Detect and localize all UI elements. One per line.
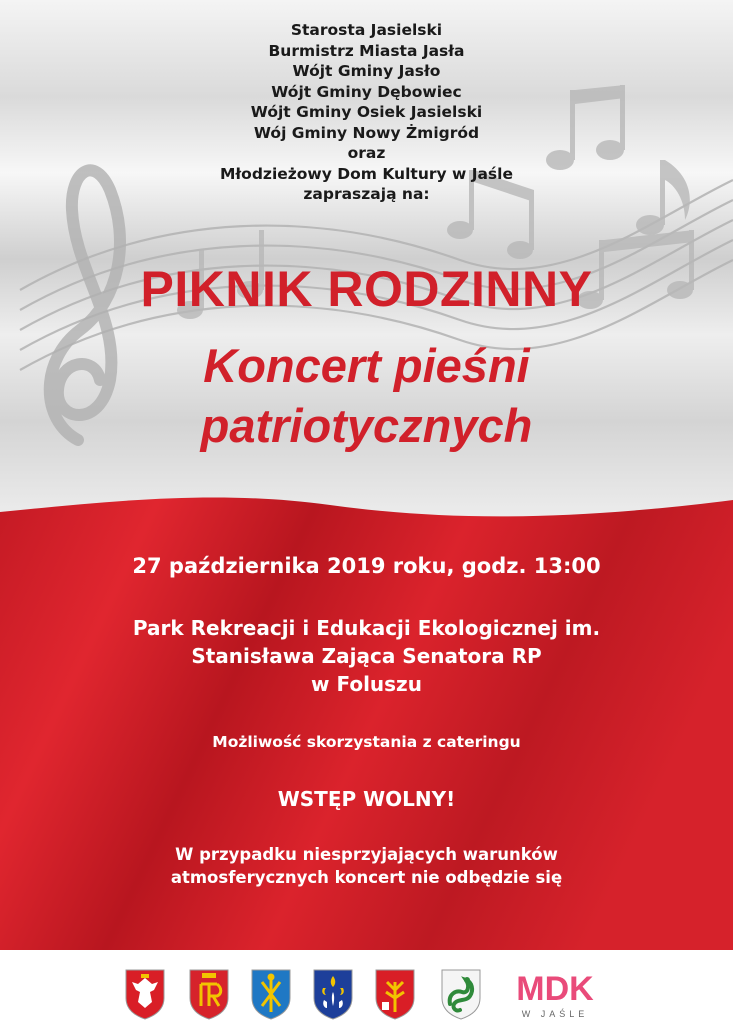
entry-block: [0, 786, 733, 812]
organizer-line: Wójt Gminy Dębowiec: [271, 82, 462, 101]
organizer-line: Starosta Jasielski: [290, 21, 443, 39]
weather-block: [0, 843, 733, 889]
weather-note-line1: W przypadku niesprzyjających warunków: [175, 845, 558, 864]
organizer-line: Burmistrz Miasta Jasła: [268, 41, 465, 60]
organizers-list: [0, 20, 733, 205]
event-title: PIKNIK RODZINNY: [140, 261, 593, 317]
venue-line1: Park Rekreacji i Edukacji Ekologicznej im.: [132, 616, 601, 640]
catering-block: [0, 731, 733, 753]
organizer-line: Wój Gminy Nowy Żmigród: [253, 123, 480, 142]
sponsor-logo-strip: [0, 950, 733, 1036]
catering-note: Możliwość skorzystania z cateringu: [212, 733, 521, 751]
osiek-crest-icon: [374, 968, 416, 1020]
organizer-line: zapraszają na:: [303, 185, 430, 203]
event-subtitle-line2: patriotycznych: [200, 399, 533, 452]
organizer-line: oraz: [347, 144, 386, 162]
mdk-letters: MDK: [516, 970, 594, 1008]
event-subtitle-line1: Koncert pieśni: [203, 339, 530, 392]
event-date-block: [0, 552, 733, 580]
debowiec-crest-icon: [312, 968, 354, 1020]
organizer-line: Wójt Gminy Osiek Jasielski: [250, 103, 483, 121]
organizer-line: Młodzieżowy Dom Kultury w Jaśle: [220, 164, 513, 183]
event-title-block: [0, 260, 733, 318]
organizer-line: Wójt Gminy Jasło: [292, 62, 441, 80]
event-date: 27 października 2019 roku, godz. 13:00: [132, 554, 601, 578]
powiat-crest-icon: [124, 968, 166, 1020]
mdk-logo: [502, 966, 608, 1022]
jaslo-gmina-crest-icon: [250, 968, 292, 1020]
free-entry-note: WSTĘP WOLNY!: [277, 787, 456, 811]
weather-note-line2: atmosferycznych koncert nie odbędzie się: [170, 868, 563, 887]
venue-line2: Stanisława Zająca Senatora RP: [191, 644, 542, 668]
jaslo-city-crest-icon: [188, 968, 230, 1020]
mdk-caption: W JAŚLE: [521, 1009, 589, 1019]
event-subtitle-block: [0, 336, 733, 456]
venue-block: [0, 614, 733, 698]
zmigrod-crest-icon: [440, 968, 482, 1020]
venue-line3: w Foluszu: [311, 672, 422, 696]
